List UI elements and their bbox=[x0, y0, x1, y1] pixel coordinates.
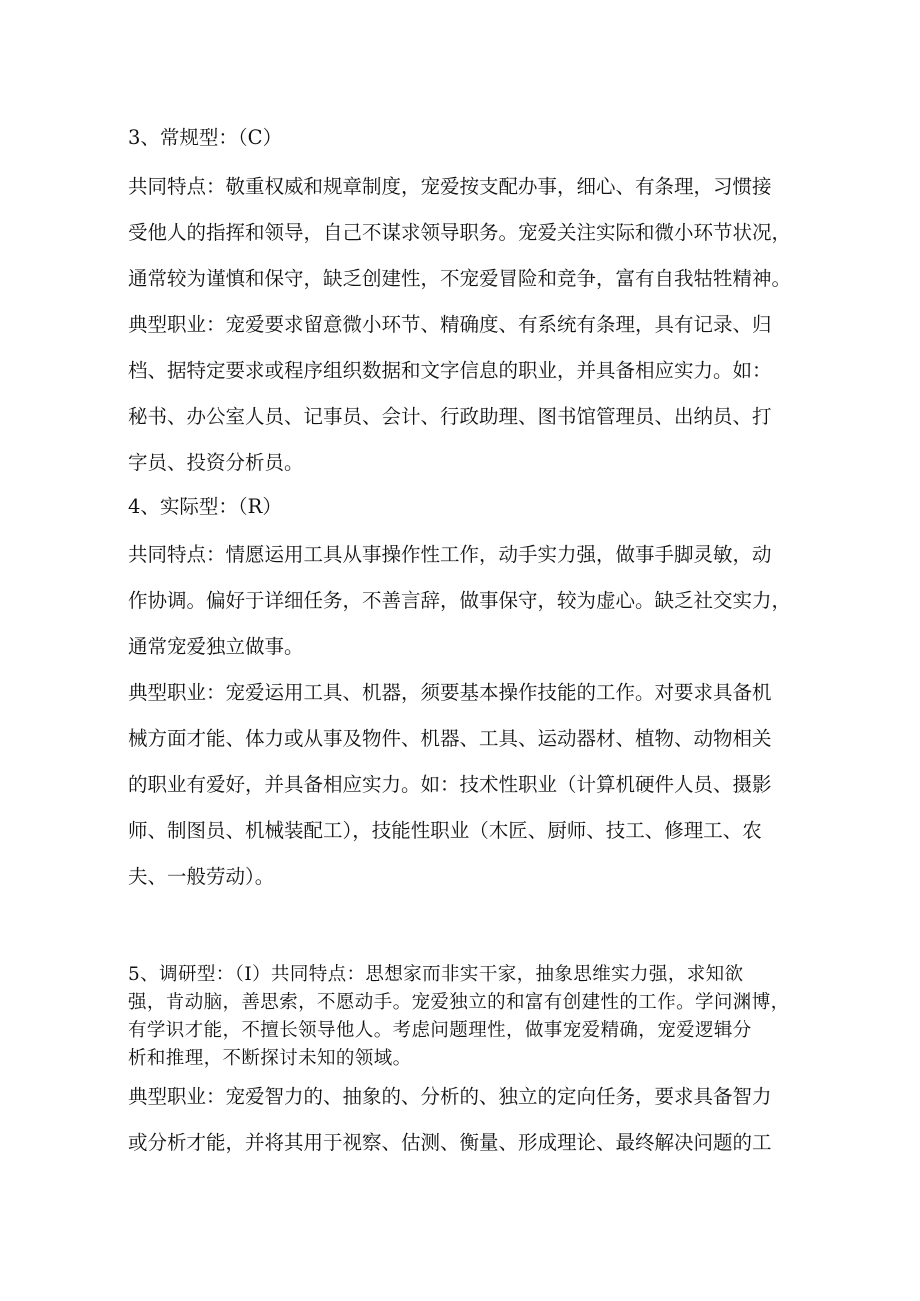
paragraph-line: 的职业有爱好，并具备相应实力。如：技术性职业（计算机硬件人员、摄影 bbox=[128, 773, 772, 796]
paragraph-line: 夫、一般劳动）。 bbox=[128, 865, 275, 888]
section-5-line: 强，肯动脑，善思索，不愿动手。宠爱独立的和富有创建性的工作。学问渊博， bbox=[128, 992, 790, 1013]
paragraph-line: 通常较为谨慎和保守，缺乏创建性，不宠爱冒险和竞争，富有自我牯牲精神。 bbox=[128, 267, 792, 290]
paragraph-line: 共同特点：情愿运用工具从事操作性工作，动手实力强，做事手脚灵敏，动 bbox=[128, 543, 772, 566]
paragraph-line: 典型职业：宠爱运用工具、机器，须要基本操作技能的工作。对要求具备机 bbox=[128, 681, 772, 704]
section-5-line: 析和推理，不断探讨未知的领域。 bbox=[128, 1048, 412, 1069]
paragraph-line: 典型职业：宠爱要求留意微小环节、精确度、有系统有条理，具有记录、归 bbox=[128, 313, 772, 336]
paragraph-line: 师、制图员、机械装配工），技能性职业（木匠、厨师、技工、修理工、农 bbox=[128, 819, 762, 842]
paragraph-line: 档、据特定要求或程序组织数据和文字信息的职业，并具备相应实力。如： bbox=[128, 359, 772, 382]
paragraph-line: 典型职业：宠爱智力的、抽象的、分析的、独立的定向任务，要求具备智力 bbox=[128, 1085, 772, 1108]
paragraph-line: 作协调。偏好于详细任务，不善言辞，做事保守，较为虚心。缺乏社交实力， bbox=[128, 589, 792, 612]
section-5-line: 有学识才能，不擅长领导他人。考虑问题理性，做事宠爱精确，宠爱逻辑分 bbox=[128, 1020, 752, 1041]
paragraph-line: 共同特点：敬重权威和规章制度，宠爱按支配办事，细心、有条理，习惯接 bbox=[128, 175, 772, 198]
paragraph-line: 字员、投资分析员。 bbox=[128, 451, 304, 474]
paragraph-line: 械方面才能、体力或从事及物件、机器、工具、运动器材、植物、动物相关 bbox=[128, 727, 772, 750]
paragraph-line: 或分析才能，并将其用于视察、估测、衡量、形成理论、最终解决问题的工 bbox=[128, 1131, 772, 1154]
section-5-line: 5、调研型：（I）共同特点：思想家而非实干家，抽象思维实力强，求知欲 bbox=[128, 964, 744, 985]
section-4-heading: 4、实际型：（R） bbox=[128, 495, 282, 518]
paragraph-line: 通常宠爱独立做事。 bbox=[128, 635, 304, 658]
paragraph-line: 受他人的指挥和领导，自己不谋求领导职务。宠爱关注实际和微小环节状况， bbox=[128, 221, 792, 244]
paragraph-line: 秘书、办公室人员、记事员、会计、行政助理、图书馆管理员、出纳员、打 bbox=[128, 405, 772, 428]
section-3-heading: 3、常规型：（C） bbox=[128, 126, 283, 149]
